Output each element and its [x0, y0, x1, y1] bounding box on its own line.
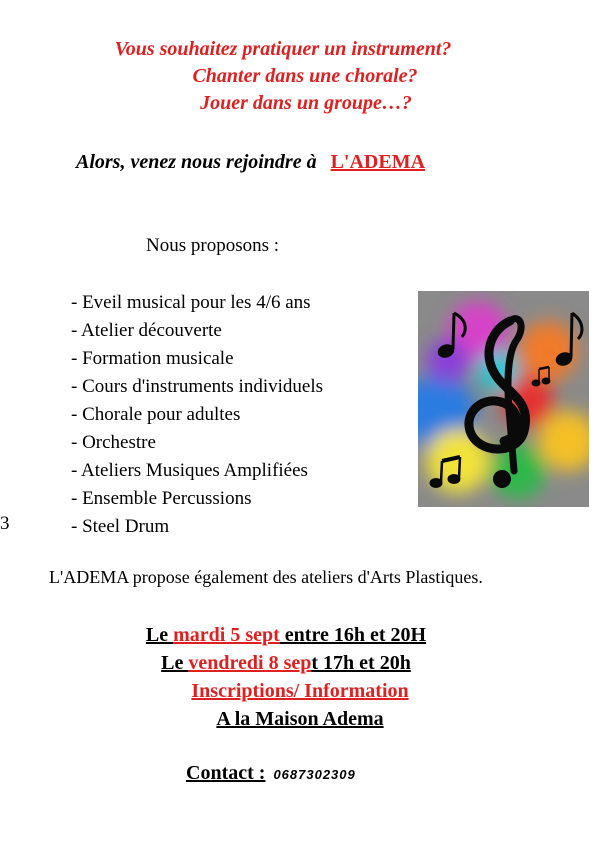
propose-heading: Nous proposons :: [146, 235, 280, 256]
intro-questions: [0, 36, 600, 117]
inscriptions-heading: Inscriptions/ Information: [191, 680, 409, 702]
activity-item: - Ateliers Musiques Amplifiées: [71, 460, 308, 481]
date-day: vendredi 8 sep: [188, 652, 312, 674]
activity-item: - Cours d'instruments individuels: [71, 376, 324, 397]
contact-phone: 0687302309: [273, 767, 356, 782]
location-text: A la Maison Adema: [216, 708, 384, 730]
activity-item: - Eveil musical pour les 4/6 ans: [71, 292, 311, 313]
activity-list: [71, 289, 323, 541]
contact-line: [186, 762, 356, 785]
intro-line-instrument: Vous souhaitez pratiquer un instrument?: [114, 38, 452, 60]
treble-clef-music-icon: [418, 291, 589, 507]
activity-item: - Steel Drum: [71, 516, 170, 537]
activity-item: - Chorale pour adultes: [71, 404, 241, 425]
org-name: L'ADEMA: [330, 151, 426, 173]
activity-item: - Atelier découverte: [71, 320, 222, 341]
date-time: entre 16h et 20H: [279, 624, 427, 646]
date-prefix: Le: [161, 652, 189, 674]
date-line-mardi: [0, 624, 586, 647]
date-line-vendredi: [0, 652, 586, 675]
intro-line-chorale: Chanter dans une chorale?: [192, 65, 418, 87]
music-image: [418, 291, 589, 507]
activity-item: - Ensemble Percussions: [71, 488, 252, 509]
arts-plastiques-text: L'ADEMA propose également des ateliers d'Arts Plastiques.: [49, 567, 483, 587]
activity-item: - Formation musicale: [71, 348, 234, 369]
date-prefix: Le: [145, 624, 174, 646]
date-time: t 17h et 20h: [311, 652, 411, 674]
date-day: mardi 5 sept: [173, 624, 280, 646]
join-line: [76, 151, 425, 174]
activity-item: - Orchestre: [71, 432, 156, 453]
join-text: Alors, venez nous rejoindre à: [76, 151, 317, 173]
intro-line-groupe: Jouer dans un groupe…?: [200, 92, 412, 114]
contact-label: Contact :: [186, 762, 266, 784]
stray-mark: 3: [0, 513, 10, 534]
